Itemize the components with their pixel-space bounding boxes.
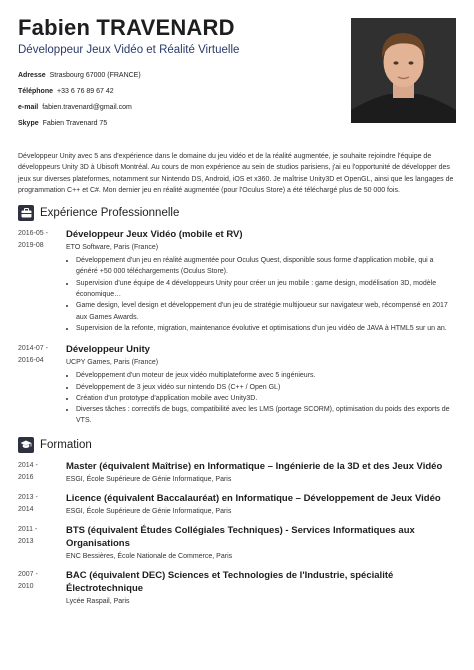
education-entry <box>18 460 456 485</box>
bullet-item: • Développement d'un moteur de jeux vidéo multiplateforme avec 5 ingénieurs. <box>76 370 456 381</box>
bullet-item: • Supervision de la refonte, migration, maintenance évolutive et optimisations d'un jeu vidéo de JAVA à HTML5 sur un an. <box>76 323 456 334</box>
entry-organization: ESGI, École Supérieure de Génie Informatique, Paris <box>66 475 232 483</box>
briefcase-icon <box>18 205 34 221</box>
contact-label: e-mail <box>18 104 39 111</box>
entry-dates <box>18 343 66 426</box>
education-entry <box>18 524 456 562</box>
contact-value: Fabien Travenard 75 <box>42 120 108 127</box>
education-section-header <box>18 437 456 453</box>
entry-organization: UCPY Games, Paris (France) <box>66 359 159 367</box>
date-start: 2013 - <box>18 493 38 501</box>
profile-photo <box>351 18 456 123</box>
date-end: 2014 <box>18 505 34 513</box>
job-title: Développeur Jeux Vidéo et Réalité Virtuelle <box>18 44 240 56</box>
experience-section-header <box>18 205 456 221</box>
date-start: 2014-07 - <box>18 345 48 353</box>
section-title: Formation <box>40 438 92 451</box>
bullet-item: • Création d'un prototype d'application mobile avec Unity3D. <box>76 393 456 404</box>
entry-organization: ENC Bessières, École Nationale de Commerce, Paris <box>66 552 233 560</box>
section-title: Expérience Professionnelle <box>40 207 180 220</box>
date-end: 2010 <box>18 582 34 590</box>
bullet-item: • Diverses tâches : correctifs de bugs, compatibilité avec les LMS (portage SCORM), optimisation du poids des exports de VTS. <box>76 404 456 427</box>
contact-label: Adresse <box>18 72 46 79</box>
experience-entry <box>18 343 456 426</box>
date-start: 2016-05 - <box>18 230 48 238</box>
entry-dates <box>18 460 66 485</box>
contact-value: +33 6 76 89 67 42 <box>57 88 114 95</box>
entry-title: Master (équivalent Maîtrise) en Informatique – Ingénierie de la 3D et des Jeux Vidéo <box>66 460 443 472</box>
date-end: 2013 <box>18 537 34 545</box>
candidate-name: Fabien TRAVENARD <box>18 15 235 40</box>
entry-dates <box>18 569 66 607</box>
graduation-cap-icon <box>18 437 34 453</box>
date-end: 2016-04 <box>18 357 44 365</box>
bullet-item: • Game design, level design et développement d'un jeu de stratégie multijoueur sur navigateur web, récompensé en 2017 aux Games Awards. <box>76 300 456 323</box>
entry-bullets <box>66 370 456 426</box>
entry-dates <box>18 524 66 562</box>
entry-dates <box>18 492 66 517</box>
education-entry <box>18 492 456 517</box>
entry-title: Développeur Unity <box>66 344 150 356</box>
entry-organization: ETO Software, Paris (France) <box>66 244 159 252</box>
entry-bullets <box>66 255 456 334</box>
bullet-item: • Supervision d'une équipe de 4 développeurs Unity pour créer un jeu mobile : game design, modélisation 3D, modèle économique… <box>76 278 456 301</box>
entry-organization: Lycée Raspail, Paris <box>66 597 130 605</box>
contact-label: Skype <box>18 120 39 127</box>
date-end: 2016 <box>18 473 34 481</box>
date-start: 2011 - <box>18 525 38 533</box>
contact-value: fabien.travenard@gmail.com <box>42 104 132 111</box>
profile-summary: Développeur Unity avec 5 ans d'expérience dans le domaine du jeu vidéo et de la réalité augmentée, je souhaite rejoindre l'équipe de développeurs Unity 3D à Ubisoft Montréal. Au cours de mon expérience au sein de studios parisiens, j'ai eu l'opportunité de développer des jeux sur diverses plateformes, notamment sur Nintendo DS, Android, iOS et x360. Je maîtrise Unity3D et OpenGL, ainsi que les langages de programmation C++ et C#. Mon dernier jeu en réalité augmentée (pour l'Oculus Store) a été téléchargé plus de 50 000 fois. <box>18 153 454 194</box>
entry-title: BTS (équivalent Études Collégiales Techniques) - Services Informatiques aux Organisations <box>66 524 415 549</box>
entry-organization: ESGI, École Supérieure de Génie Informatique, Paris <box>66 507 232 515</box>
entry-dates <box>18 228 66 334</box>
contact-value: Strasbourg 67000 (FRANCE) <box>49 72 141 79</box>
contact-label: Téléphone <box>18 88 54 95</box>
entry-title: Développeur Jeux Vidéo (mobile et RV) <box>66 229 243 241</box>
bullet-item: • Développement de 3 jeux vidéo sur nintendo DS (C++ / Open GL) <box>76 382 456 393</box>
date-start: 2014 - <box>18 461 38 469</box>
bullet-item: • Développement d'un jeu en réalité augmentée pour Oculus Quest, disponible sous forme d'application mobile, qui a généré +50 000 téléchargements (Oculus Store). <box>76 255 456 278</box>
entry-title: Licence (équivalent Baccalauréat) en Informatique – Développement de Jeux Vidéo <box>66 492 441 504</box>
education-entry <box>18 569 456 607</box>
date-end: 2019-08 <box>18 242 44 250</box>
experience-entry <box>18 228 456 334</box>
entry-title: BAC (équivalent DEC) Sciences et Technologies de l'Industrie, spécialité Électrotechnique <box>66 569 394 594</box>
date-start: 2007 - <box>18 570 38 578</box>
